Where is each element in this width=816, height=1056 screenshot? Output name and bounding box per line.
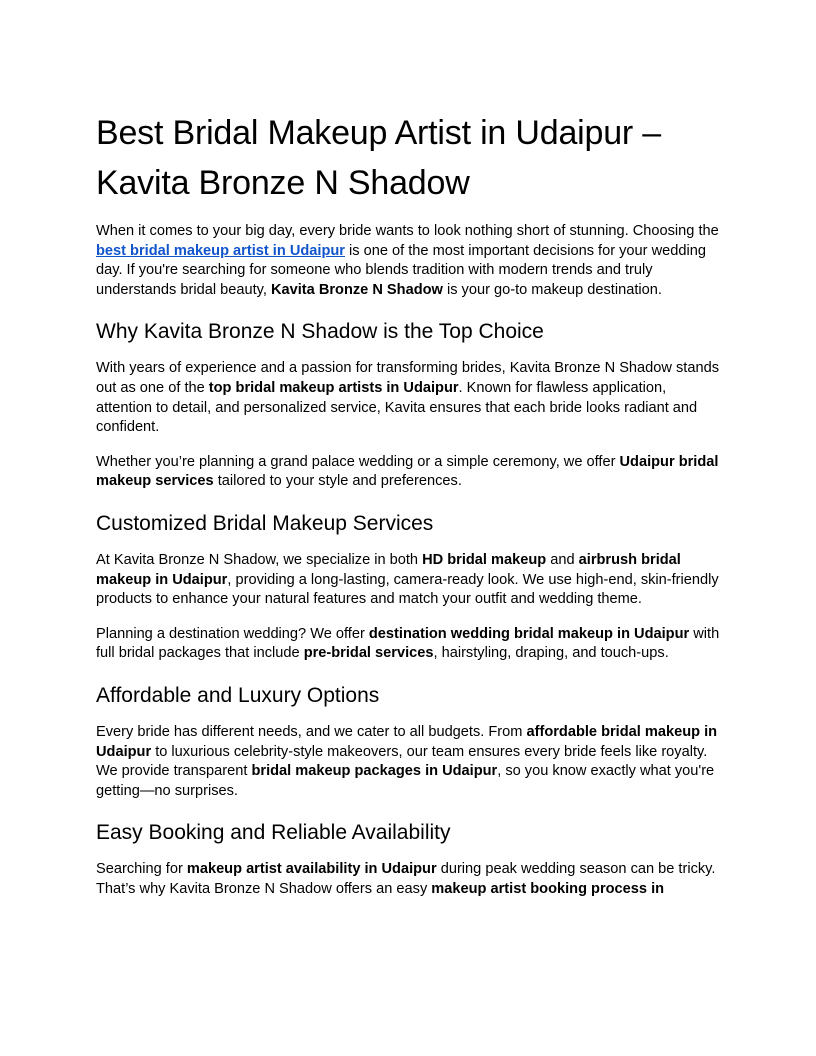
customized-p1-text-1: At Kavita Bronze N Shadow, we specialize in both: [96, 551, 423, 568]
section-heading-top-choice: Why Kavita Bronze N Shadow is the Top Choice: [96, 320, 544, 344]
intro-text-2: is one of the most important decisions for your wedding day. If you're searching for someone who blends tradition with modern trends and truly understands bridal beauty,: [96, 242, 706, 298]
booking-p1-text-1: Searching for: [96, 861, 187, 878]
affordable-p1-bold-1: affordable bridal makeup in Udaipur: [96, 723, 718, 760]
section-heading-customized-services: Customized Bridal Makeup Services: [96, 511, 434, 535]
section-heading-easy-booking: Easy Booking and Reliable Availability: [96, 821, 451, 845]
top-choice-p2-bold-1: Udaipur bridal makeup services: [96, 453, 719, 490]
best-bridal-makeup-link[interactable]: best bridal makeup artist in Udaipur: [96, 242, 345, 259]
booking-paragraph-1: [96, 860, 726, 899]
affordable-p1-text-2: to luxurious celebrity-style makeovers, our team ensures every bride feels like royalty. We provide transparent: [96, 743, 708, 780]
booking-p1-text-2: during peak wedding season can be tricky. That’s why Kavita Bronze N Shadow offers an easy: [96, 861, 716, 897]
page-title: [96, 108, 726, 208]
customized-p2-text-3: , hairstyling, draping, and touch-ups.: [433, 645, 669, 662]
customized-p2-bold-1: destination wedding bridal makeup in Udaipur: [368, 625, 690, 642]
affordable-p1-text-3: , so you know exactly what you're getting—no surprises.: [96, 763, 715, 799]
intro-text-1: When it comes to your big day, every bride wants to look nothing short of stunning. Choosing the: [96, 223, 719, 239]
top-choice-p1-text-1: With years of experience and a passion for transforming brides, Kavita Bronze N Shadow stands out as one of the: [96, 360, 719, 396]
document-page: [96, 108, 726, 914]
top-choice-p2-text-2: tailored to your style and preferences.: [213, 473, 462, 490]
customized-p1-bold-2: airbrush bridal makeup in Udaipur: [96, 551, 681, 588]
top-choice-p1-bold-1: top bridal makeup artists in Udaipur: [208, 379, 459, 396]
top-choice-p2-text-1: Whether you’re planning a grand palace wedding or a simple ceremony, we offer: [96, 453, 620, 470]
page-title-line-1: Best Bridal Makeup Artist in Udaipur –: [96, 114, 662, 152]
affordable-p1-text-1: Every bride has different needs, and we cater to all budgets. From: [96, 723, 527, 740]
section-heading-affordable-luxury: Affordable and Luxury Options: [96, 683, 380, 707]
intro-text-3: is your go-to makeup destination.: [442, 281, 662, 298]
customized-paragraph-2: [96, 625, 726, 664]
booking-p1-bold-2: makeup artist booking process in: [431, 880, 665, 897]
intro-bold-brand: Kavita Bronze N Shadow: [270, 281, 443, 298]
customized-p1-text-3: , providing a long-lasting, camera-ready look. We use high-end, skin-friendly products to enhance your natural features and match your outfit and wedding theme.: [96, 571, 719, 608]
affordable-paragraph-1: [96, 723, 726, 801]
intro-paragraph: [96, 222, 726, 300]
customized-p2-text-1: Planning a destination wedding? We offer: [96, 625, 369, 642]
customized-p2-text-2: with full bridal packages that include: [96, 625, 720, 662]
customized-paragraph-1: [96, 551, 726, 610]
customized-p1-text-2: and: [546, 551, 579, 568]
top-choice-paragraph-2: [96, 453, 726, 492]
page-title-line-2: Kavita Bronze N Shadow: [96, 164, 470, 202]
customized-p2-bold-2: pre-bridal services: [303, 645, 434, 662]
customized-p1-bold-1: HD bridal makeup: [422, 551, 547, 568]
top-choice-p1-text-2: . Known for flawless application, attention to detail, and personalized service, Kavita ensures that each bride looks radiant and confident.: [96, 379, 698, 436]
affordable-p1-bold-2: bridal makeup packages in Udaipur: [251, 763, 498, 780]
booking-p1-bold-1: makeup artist availability in Udaipur: [186, 861, 437, 878]
top-choice-paragraph-1: [96, 359, 726, 437]
